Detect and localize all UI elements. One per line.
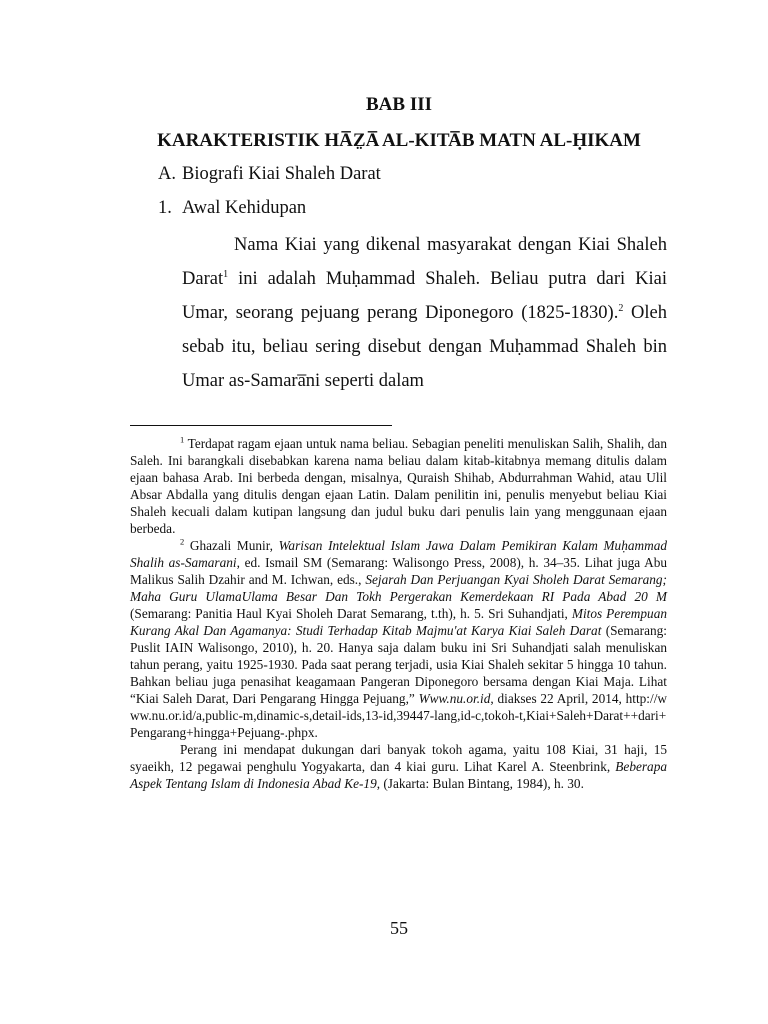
footnote-1	[130, 435, 667, 537]
book-title: Beberapa Aspek Tentang Islam di Indonesia Abad Ke-19	[130, 759, 667, 791]
subsection-heading-1	[158, 198, 306, 219]
book-title: Warisan Intelektual Islam Jawa Dalam Pemikiran Kalam Muḥammad Shalih as-Samarani	[130, 538, 667, 570]
chapter-number: BAB III	[366, 94, 432, 115]
subsection-title: Awal Kehidupan	[182, 198, 307, 218]
footnote-text: (Semarang: Panitia Haul Kyai Sholeh Darat Semarang, t.th), h. 5. Sri Suhandjati,	[130, 606, 572, 621]
subsection-label: 1.	[158, 198, 172, 218]
body-segment: ini adalah Muḥammad Shaleh. Beliau putra dari Kiai Umar, seorang pejuang perang Diponegoro (1825-1830).	[182, 269, 667, 323]
section-heading-a	[158, 164, 381, 185]
book-title: Mitos Perempuan Kurang Akal Dan Agamanya: Studi Terhadap Kitab Majmu'at Karya Kiai Saleh Darat	[130, 606, 667, 638]
footnote-marker: 2	[180, 536, 185, 547]
chapter-title: KARAKTERISTIK HA̅Z̤A̅ AL-KITA̅B MATN AL-ḤIKAM	[157, 130, 641, 151]
body-text	[182, 228, 667, 398]
footnote-text: , ed. Ismail SM (Semarang: Walisongo Press, 2008), h. 34–35. Lihat juga Abu Malikus Salih Dzahir and M. Ichwan, eds.,	[130, 555, 667, 587]
footnote-text: Terdapat ragam ejaan untuk nama beliau. Sebagian peneliti menuliskan Salih, Shalih, dan Saleh. Ini barangkali disebabkan karena nama beliau dalam kitab-kitabnya memang ditulis dalam ejaan bahasa Arab. Ini berbeda dengan, misalnya, Quraish Shihab, Abdurrahman Wahid, atau Ulil Absar Abdalla yang ditulis dengan ejaan Latin. Dalam penilitin ini, penulis menyebut beliau Kiai Shaleh kecuali dalam kutipan langsung dan judul buku dari penulis lain yang menggunaan ejaan berbeda.	[130, 436, 667, 536]
body-segment: Oleh sebab itu, beliau sering disebut dengan Muḥammad Shaleh bin Umar as-Samara̅ni seperti dalam	[182, 303, 667, 391]
footnote-text: Perang ini mendapat dukungan dari banyak tokoh agama, yaitu 108 Kiai, 31 haji, 15 syaeikh, 12 pegawai penghulu Yogyakarta, dan 4 kiai guru. Lihat Karel A. Steenbrink,	[130, 742, 667, 774]
article-title: Kiai Saleh Darat, Dari Pengarang Hingga Pejuang,	[135, 691, 409, 706]
body-segment: Nama Kiai yang dikenal masyarakat dengan Kiai Shaleh Darat	[182, 235, 667, 289]
footnote-ref-2[interactable]: 2	[618, 302, 624, 314]
page-number: 55	[390, 918, 408, 938]
footnote-ref-1[interactable]: 1	[223, 268, 229, 280]
footnote-text: ”	[408, 691, 419, 706]
section-label: A.	[158, 164, 176, 184]
book-title: Sejarah Dan Perjuangan Kyai Sholeh Darat Semarang; Maha Guru UlamaUlama Besar Dan Tokh Pergerakan Kemerdekaan RI Pada Abad 20 M	[130, 572, 667, 604]
footnote-2-continuation	[130, 741, 667, 792]
section-title: Biografi Kiai Shaleh Darat	[182, 164, 381, 184]
footnote-text: , (Jakarta: Bulan Bintang, 1984), h. 30.	[376, 776, 584, 791]
footnote-text: Ghazali Munir,	[184, 538, 279, 553]
footnotes	[130, 435, 667, 792]
footnote-text: (Semarang: Puslit IAIN Walisongo, 2010), h. 20. Hanya saja dalam buku ini Sri Suhandjati salah menuliskan tahun perang, yaitu 1925-1930. Pada saat perang terjadi, usia Kiai Shaleh sekitar 5 hingga 10 tahun. Bahkan beliau juga penasihat keagamaan Pangeran Diponegoro bersama dengan Kiai Maja. Lihat “	[130, 623, 667, 706]
footnote-2	[130, 537, 667, 741]
footnote-marker: 1	[180, 434, 185, 445]
body-paragraph	[182, 228, 667, 398]
footnote-separator	[130, 425, 392, 426]
source-url[interactable]: http://www.nu.or.id/a,public-m,dinamic-s,detail-ids,13-id,39447-lang,id-c,tokoh-t,Kiai+Saleh+Darat++dari+Pengarang+hingga+Pejuang-.phpx.	[130, 691, 667, 740]
website-name: Www.nu.or.id	[418, 691, 491, 706]
footnote-text: , diakses 22 April, 2014,	[490, 691, 626, 706]
